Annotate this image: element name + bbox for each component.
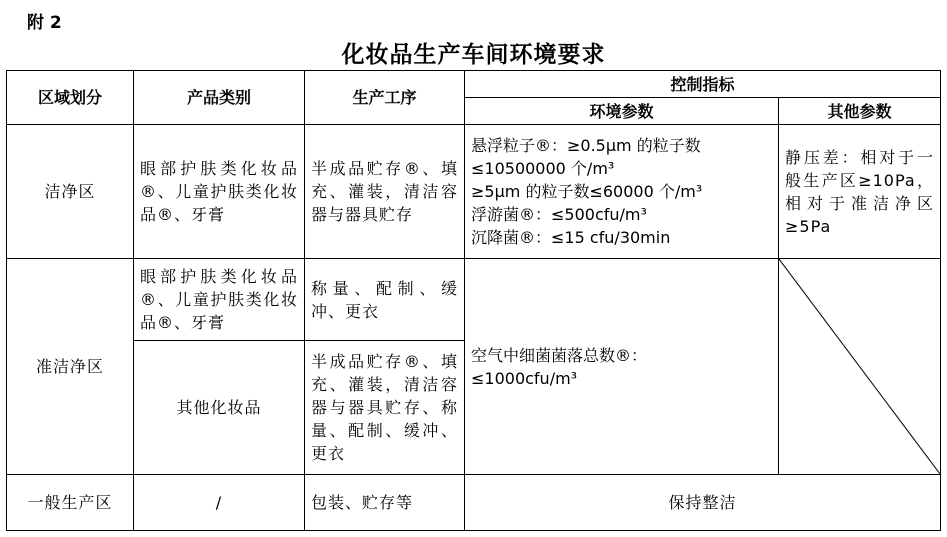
clean-env-line-4: 沉降菌®：≤15 cfu/30min — [471, 228, 671, 247]
semi-env-line-1: 空气中细菌菌落总数®： — [471, 345, 648, 365]
header-zone: 区域划分 — [7, 71, 134, 125]
diagonal-line — [779, 259, 940, 474]
clean-zone-cell: 洁净区 — [7, 125, 134, 259]
page-title: 化妆品生产车间环境要求 — [341, 42, 606, 68]
general-zone-cell: 一般生产区 — [7, 475, 134, 531]
semi-product-a-cell: 眼部护肤类化妆品®、儿童护肤类化妆品®、牙膏 — [134, 259, 305, 341]
header-process: 生产工序 — [305, 71, 465, 125]
semi-env-line-2: ≤1000cfu/m³ — [471, 368, 578, 388]
general-product-cell: / — [134, 475, 305, 531]
environment-table — [6, 70, 941, 531]
clean-process-cell: 半成品贮存®、填充、灌装，清洁容器与器具贮存 — [305, 125, 465, 259]
table-row-clean — [7, 125, 941, 259]
clean-env-cell — [465, 125, 779, 259]
semi-other-cell-diagonal — [779, 259, 941, 475]
clean-product-cell: 眼部护肤类化妆品®、儿童护肤类化妆品®、牙膏 — [134, 125, 305, 259]
semi-process-b-cell: 半成品贮存®、填充、灌装，清洁容器与器具贮存、称量、配制、缓冲、更衣 — [305, 341, 465, 475]
header-env: 环境参数 — [465, 98, 779, 125]
general-process-cell: 包装、贮存等 — [305, 475, 465, 531]
semi-process-a-cell: 称量、配制、缓冲、更衣 — [305, 259, 465, 341]
appendix-label: 附 2 — [27, 13, 62, 33]
semi-product-b-cell: 其他化妆品 — [134, 341, 305, 475]
semi-zone-cell: 准洁净区 — [7, 259, 134, 475]
header-product: 产品类别 — [134, 71, 305, 125]
header-control: 控制指标 — [465, 71, 941, 98]
clean-env-line-1: 悬浮粒子®：≥0.5μm 的粒子数≤10500000 个/m³ — [471, 136, 701, 178]
table-row-semi-a — [7, 259, 941, 341]
clean-other-cell: 静压差：相对于一般生产区≥10Pa，相对于准洁净区≥5Pa — [779, 125, 941, 259]
clean-env-line-3: 浮游菌®：≤500cfu/m³ — [471, 205, 647, 224]
header-other: 其他参数 — [779, 98, 941, 125]
table-row-general — [7, 475, 941, 531]
semi-env-cell — [465, 259, 779, 475]
clean-env-line-2: ≥5μm 的粒子数≤60000 个/m³ — [471, 182, 703, 201]
general-requirement-cell: 保持整洁 — [465, 475, 941, 531]
